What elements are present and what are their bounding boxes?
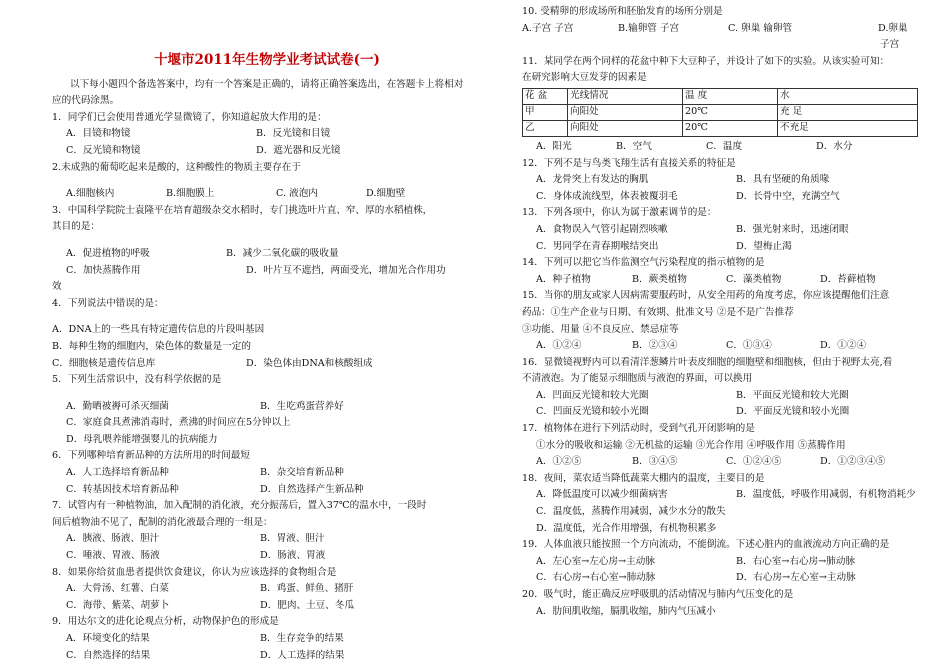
option: D．平面反光镜和较小光圈: [736, 406, 850, 418]
option: D．叶片互不遮挡，两面受光，增加光合作用功: [246, 264, 446, 276]
question-19: 19．人体血液只能按照一个方向流动，不能倒流。下述心脏内的血液流动方向正确的是 A．左心室→左心房→主动脉 B．右心室→右心房→肺动脉 C．右心房→右心室→肺动脉 D．右心房→左心室→主动脉: [522, 537, 932, 587]
option: A．①②④: [536, 340, 582, 352]
question-5: 5．下列生活常识中，没有科学依据的是 A．勤晒被褥可杀灭细菌 B．生吃鸡蛋营养好 C．家庭食具煮沸消毒时，煮沸的时间应在5分钟以上 D．母乳喂养能增强婴儿的抗病能力: [52, 372, 472, 448]
option: B．温度低，呼吸作用减弱，有机物消耗少: [736, 489, 916, 501]
table-cell: 向阳处: [568, 120, 683, 136]
question-13: 13．下列各项中，你认为属于激素调节的是： A．食物误入气管引起剧烈咳嗽 B．强光射来时，迅速闭眼 C．男同学在青春期喉结突出 D．望梅止渴: [522, 205, 932, 255]
option: D．染色体由DNA和核酸组成: [246, 357, 373, 369]
option: C．藻类植物: [726, 273, 782, 285]
option: D.细胞壁: [366, 188, 406, 200]
question-14: 14．下列可以把它当作监测空气污染程度的指示植物的是 A．种子植物 B．蕨类植物 C．藻类植物 D．苔藓植物: [522, 255, 932, 288]
option: B．反光镜和目镜: [256, 128, 331, 140]
option: A．龙骨突上有发达的胸肌: [536, 174, 649, 186]
option: B．空气: [616, 140, 652, 152]
question-7: 7．试管内有一种植物油，加入配制的消化液，充分振荡后，置入37℃的温水中，一段时 间后植物油不见了，配制的消化液最合理的一组是： A．胰液、肠液、胆汁 B．胃液、胆汁 C．唾液、胃液、肠液 D．肠液、胃液: [52, 498, 472, 564]
option: C．身体成流线型，体表被覆羽毛: [536, 190, 678, 202]
table-cell: 不充足: [778, 120, 918, 136]
table-header: 温 度: [683, 88, 778, 104]
question-20: 20．吸气时，能正确反应呼吸肌的活动情况与肺内气压变化的是 A．肋间肌收缩，膈肌收缩，肺内气压减小: [522, 587, 932, 620]
table-cell: 向阳处: [568, 104, 683, 120]
question-10: 10. 受精卵的形成场所和胚胎发育的场所分别是 A.子宫 子宫 B.输卵管 子宫 C. 卵巢 输卵管 D.卵巢 子宫: [522, 6, 908, 51]
experiment-table: [522, 88, 918, 137]
option: A.子宫 子宫: [522, 22, 574, 34]
option: B．胃液、胆汁: [260, 533, 325, 545]
question-15: 15．当你的朋友或家人因病需要服药时，从安全用药的角度考虑，你应该提醒他们注意 药品：①生产企业与日期、有效期、批准文号 ②是不是广告推荐 ③功能、用量 ④不良反应、禁忌症等 A．①②④ B．②③④ C．①③④ D．①②④: [522, 288, 932, 354]
intro-text: 以下每小题四个备选答案中，均有一个答案是正确的，请将正确答案选出，在答题卡上将相对应的代码涂黑。: [52, 78, 464, 107]
question-11: 11．某同学在两个同样的花盆中种下大豆种子，并设计了如下的实验。从该实验可知： 在研究影响大豆发芽的因素是 花 盆 光线情况 温 度 水 甲 向阳处 20℃ 充 足 乙 向阳处 20℃ 不充足 A．阳光 B．空气 C．温度 D．水分: [522, 54, 932, 156]
option: D．望梅止渴: [736, 240, 792, 252]
option: B．③④⑤: [632, 456, 678, 468]
table-header-row: [523, 88, 918, 104]
option: C．凹面反光镜和较小光圈: [536, 406, 649, 418]
table-cell: 充 足: [778, 104, 918, 120]
table-cell: 20℃: [683, 120, 778, 136]
option: A．降低温度可以减少细菌病害: [536, 489, 668, 501]
option: C．家庭食具煮沸消毒时，煮沸的时间应在5分钟以上: [66, 417, 291, 429]
question-4: 4．下列说法中错误的是： A．DNA上的一些具有特定遗传信息的片段叫基因 B．每种生物的细胞内，染色体的数量是一定的 C．细胞核是遗传信息库 D．染色体由DNA和核酸组成: [52, 296, 472, 372]
option: B．鸡蛋、鲜鱼、猪肝: [260, 583, 354, 595]
option: D．遮光器和反光镜: [256, 144, 341, 156]
page-title: 十堰市2011年生物学业考试试卷(一): [154, 52, 380, 68]
option: C．加快蒸腾作用: [66, 264, 141, 276]
option: C．细胞核是遗传信息库: [52, 357, 156, 369]
table-header: 花 盆: [523, 88, 568, 104]
table-cell: 20℃: [683, 104, 778, 120]
option: C. 卵巢 输卵管: [728, 22, 793, 34]
option: A．促进植物的呼吸: [66, 247, 150, 259]
option: B．具有坚硬的角质喙: [736, 174, 830, 186]
option: A．目镜和物镜: [66, 128, 131, 140]
left-column: [52, 52, 472, 664]
option: C. 液泡内: [276, 188, 318, 200]
option: B．强光射来时，迅速闭眼: [736, 223, 849, 235]
option: B．每种生物的细胞内，染色体的数量是一定的: [52, 340, 251, 352]
option: A．食物误入气管引起剧烈咳嗽: [536, 223, 668, 235]
option: A．勤晒被褥可杀灭细菌: [66, 400, 169, 412]
option: B.输卵管 子宫: [618, 22, 680, 34]
option: B．②③④: [632, 340, 678, 352]
option: C．唾液、胃液、肠液: [66, 550, 160, 562]
question-16: 16．显微镜视野内可以看清洋葱鳞片叶表皮细胞的细胞壁和细胞核，但由于视野太亮,看 不清液泡。为了能显示细胞质与液泡的界面，可以换用 A．凹面反光镜和较大光圈 B．平面反光镜和较大光圈 C．凹面反光镜和较小光圈 D．平面反光镜和较小光圈: [522, 355, 932, 421]
option: B．生存竞争的结果: [260, 633, 344, 644]
question-1: 1．同学们已会使用普通光学显微镜了，你知道起放大作用的是： A．目镜和物镜 B．反光镜和目镜 C．反光镜和物镜 D．遮光器和反光镜: [52, 110, 472, 160]
table-row: [523, 104, 918, 120]
option: C．①②④⑤: [726, 456, 782, 468]
option: B.细胞膜上: [166, 188, 215, 200]
question-2: 2.未成熟的葡萄吃起来是酸的，这种酸性的物质主要存在于 A.细胞核内 B.细胞膜上 C. 液泡内 D.细胞壁: [52, 160, 472, 203]
option: A．凹面反光镜和较大光圈: [536, 389, 649, 401]
option: C．转基因技术培育新品种: [66, 483, 179, 495]
option: C．反光镜和物镜: [66, 144, 141, 156]
table-cell: 甲: [523, 104, 568, 120]
option: B．减少二氧化碳的吸收量: [226, 247, 339, 259]
option: C．右心房→右心室→肺动脉: [536, 572, 656, 584]
option: C．海带、紫菜、胡萝卜: [66, 599, 170, 611]
option: D．水分: [816, 140, 853, 152]
option: D．长骨中空，充满空气: [736, 190, 840, 202]
option: A．阳光: [536, 140, 572, 152]
option: A．DNA上的一些具有特定遗传信息的片段叫基因: [52, 324, 265, 336]
table-header: 光线情况: [568, 88, 683, 104]
option: D．肠液、胃液: [260, 550, 326, 562]
question-9: 9．用达尔文的进化论观点分析，动物保护色的形成是 A．环境变化的结果 B．生存竞争的结果 C．自然选择的结果 D．人工选择的结果: [52, 614, 472, 664]
option: C．温度低，蒸腾作用减弱，减少水分的散失: [536, 506, 726, 518]
option: D．自然选择产生新品种: [260, 483, 364, 495]
option: A．大骨汤、红薯、白菜: [66, 583, 169, 595]
option: D．人工选择的结果: [260, 649, 345, 661]
option: D．温度低，光合作用增强，有机物积累多: [536, 522, 717, 534]
option: A．左心室→左心房→主动脉: [536, 555, 655, 567]
option: B．平面反光镜和较大光圈: [736, 389, 849, 401]
option: A.细胞核内: [66, 188, 115, 200]
option: D.卵巢: [878, 22, 908, 34]
option: D．苔藓植物: [820, 273, 876, 285]
option: B．杂交培育新品种: [260, 467, 344, 479]
question-18: 18．夜间，菜农适当降低蔬菜大棚内的温度，主要目的是 A．降低温度可以减少细菌病害 B．温度低，呼吸作用减弱，有机物消耗少 C．温度低，蒸腾作用减弱，减少水分的散失 D．温度低，光合作用增强，有机物积累多: [522, 471, 932, 537]
option: A．①②⑤: [536, 456, 582, 468]
option: D．①②③④⑤: [820, 456, 886, 468]
table-cell: 乙: [523, 120, 568, 136]
table-header: 水: [778, 88, 918, 104]
option: C．①③④: [726, 340, 772, 352]
option: B．右心室→右心房→肺动脉: [736, 555, 856, 567]
question-17: 17．植物体在进行下列活动时，受到气孔开闭影响的是 ①水分的吸收和运输 ②无机盐的运输 ③光合作用 ④呼吸作用 ⑤蒸腾作用 A．①②⑤ B．③④⑤ C．①②④⑤ D．①②③④⑤: [522, 421, 932, 471]
option: C．温度: [706, 140, 743, 152]
option: A．人工选择培育新品种: [66, 467, 169, 479]
option: B．蕨类植物: [632, 273, 688, 285]
option: A．环境变化的结果: [66, 633, 150, 644]
question-12: 12．下列不是与鸟类飞翔生活有直接关系的特征是 A．龙骨突上有发达的胸肌 B．具有坚硬的角质喙 C．身体成流线型，体表被覆羽毛 D．长骨中空，充满空气: [522, 156, 932, 206]
option: D．①②④: [820, 340, 867, 352]
option: A．种子植物: [536, 273, 591, 285]
question-6: 6．下列哪种培育新品种的方法所用的时间最短 A．人工选择培育新品种 B．杂交培育新品种 C．转基因技术培育新品种 D．自然选择产生新品种: [52, 448, 472, 498]
right-column: [522, 4, 932, 620]
question-3: 3．中国科学院院士袁隆平在培育超级杂交水稻时，专门挑选叶片直、窄、厚的水稻植株， 其目的是： A．促进植物的呼吸 B．减少二氧化碳的吸收量 C．加快蒸腾作用 D．叶片互不遮挡，两面受光，增加光合作用功 效: [52, 204, 446, 293]
option: B．生吃鸡蛋营养好: [260, 400, 344, 412]
question-8: 8．如果你给贫血患者提供饮食建议，你认为应该选择的食物组合是 A．大骨汤、红薯、白菜 B．鸡蛋、鲜鱼、猪肝 C．海带、紫菜、胡萝卜 D．肥肉、土豆、冬瓜: [52, 565, 472, 615]
option: D．右心房→左心室→主动脉: [736, 572, 856, 584]
option: C．自然选择的结果: [66, 649, 151, 661]
option: D．母乳喂养能增强婴儿的抗病能力: [66, 433, 218, 445]
option: D．肥肉、土豆、冬瓜: [260, 599, 355, 611]
option: A．肋间肌收缩，膈肌收缩，肺内气压减小: [536, 605, 716, 617]
option: C．男同学在青春期喉结突出: [536, 240, 659, 252]
option: A．胰液、肠液、胆汁: [66, 533, 160, 545]
table-row: [523, 120, 918, 136]
